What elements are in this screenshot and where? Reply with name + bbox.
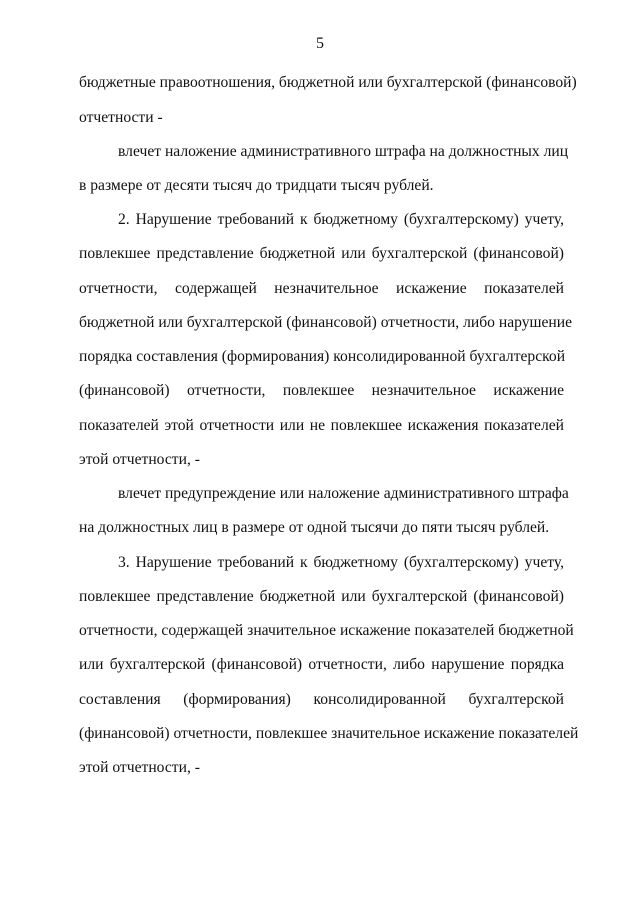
text-line: в размере от десяти тысяч до тридцати тысяч рублей.	[79, 177, 434, 194]
text-line: бюджетные правоотношения, бюджетной или бухгалтерской (финансовой)	[79, 74, 577, 91]
text-line: 3. Нарушение требований к бюджетному (бухгалтерскому) учету,	[118, 554, 564, 571]
text-line: 2. Нарушение требований к бюджетному (бухгалтерскому) учету,	[118, 211, 564, 228]
text-line: порядка составления (формирования) консолидированной бухгалтерской	[79, 348, 566, 365]
text-line: показателей этой отчетности или не повлекшее искажения показателей	[79, 417, 564, 434]
text-line: на должностных лиц в размере от одной тысячи до пяти тысяч рублей.	[79, 519, 550, 536]
text-line: (финансовой) отчетности, повлекшее незначительное искажение	[79, 382, 564, 399]
text-line: влечет наложение административного штрафа на должностных лиц	[118, 143, 569, 160]
text-line: повлекшее представление бюджетной или бухгалтерской (финансовой)	[79, 245, 564, 262]
text-line: бюджетной или бухгалтерской (финансовой) отчетности, либо нарушение	[79, 314, 573, 331]
text-line: этой отчетности, -	[79, 451, 200, 468]
text-line: или бухгалтерской (финансовой) отчетности, либо нарушение порядка	[79, 656, 564, 673]
text-line: отчетности -	[79, 109, 163, 126]
text-line: составления (формирования) консолидированной бухгалтерской	[79, 691, 564, 708]
text-line: повлекшее представление бюджетной или бухгалтерской (финансовой)	[79, 588, 564, 605]
page-number: 5	[316, 35, 324, 52]
text-line: влечет предупреждение или наложение административного штрафа	[118, 485, 569, 502]
text-line: отчетности, содержащей значительное искажение показателей бюджетной	[79, 622, 574, 639]
text-line: (финансовой) отчетности, повлекшее значительное искажение показателей	[79, 725, 579, 742]
text-line: отчетности, содержащей незначительное искажение показателей	[79, 280, 564, 297]
text-line: этой отчетности, -	[79, 759, 200, 776]
